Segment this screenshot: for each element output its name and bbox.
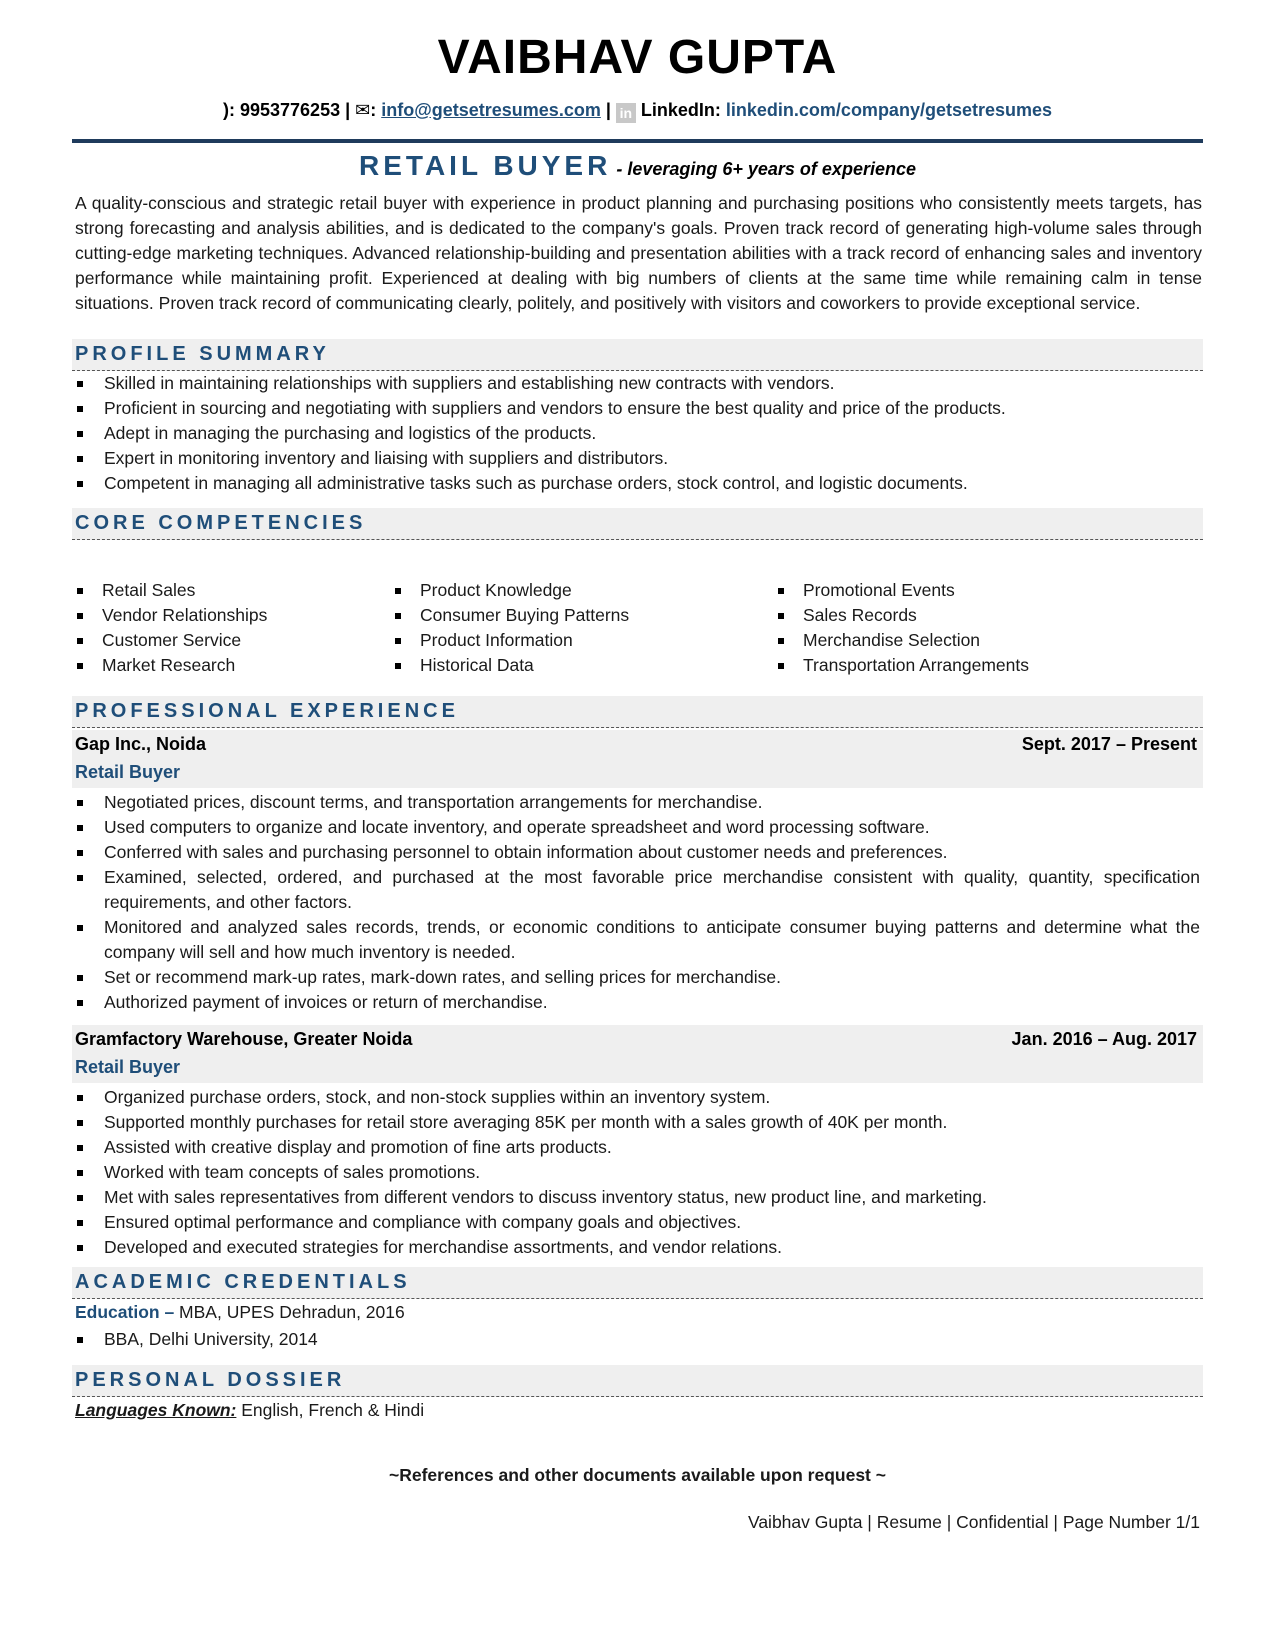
list-item: Examined, selected, ordered, and purchased at the most favorable price merchandise consistent with quality, quantity, specification requirements, and other factors.	[72, 865, 1203, 915]
list-item: Assisted with creative display and promotion of fine arts products.	[72, 1135, 1203, 1160]
header-divider	[72, 139, 1203, 143]
references-note: ~References and other documents available upon request ~	[389, 1465, 886, 1485]
languages-value: English, French & Hindi	[236, 1400, 425, 1420]
list-item: Sales Records	[773, 603, 1029, 628]
contact-separator: |	[600, 100, 616, 120]
section-title: PROFILE SUMMARY	[75, 343, 330, 365]
candidate-name: VAIBHAV GUPTA	[437, 31, 838, 84]
competencies-column-2	[390, 578, 629, 678]
linkedin-label: LinkedIn:	[640, 100, 726, 120]
list-item: Product Knowledge	[390, 578, 629, 603]
education-line	[75, 1302, 405, 1323]
role-heading	[72, 150, 1203, 182]
list-item: Met with sales representatives from different vendors to discuss inventory status, new product line, and marketing.	[72, 1185, 1203, 1210]
list-item: Developed and executed strategies for merchandise assortments, and vendor relations.	[72, 1235, 1203, 1260]
list-item: Transportation Arrangements	[773, 653, 1029, 678]
list-item: Product Information	[390, 628, 629, 653]
education-label: Education –	[75, 1302, 180, 1322]
job-company: Gramfactory Warehouse, Greater Noida	[75, 1029, 413, 1049]
list-item: Supported monthly purchases for retail store averaging 85K per month with a sales growth of 40K per month.	[72, 1110, 1203, 1135]
list-item: Proficient in sourcing and negotiating with suppliers and vendors to ensure the best quality and price of the products.	[72, 396, 1203, 421]
section-profile-summary	[72, 339, 1203, 371]
list-item: Ensured optimal performance and compliance with company goals and objectives.	[72, 1210, 1203, 1235]
list-item: Market Research	[72, 653, 267, 678]
section-title: CORE COMPETENCIES	[75, 512, 367, 534]
education-list	[72, 1327, 1203, 1352]
section-professional-experience	[72, 696, 1203, 728]
linkedin-icon: in	[616, 103, 636, 123]
section-title: PERSONAL DOSSIER	[75, 1369, 346, 1391]
email-icon: ✉:	[355, 100, 382, 120]
contact-separator: |	[340, 100, 356, 120]
list-item: Monitored and analyzed sales records, trends, or economic conditions to anticipate consumer buying patterns and determine what the company will sell and how much inventory is needed.	[72, 915, 1203, 965]
list-item: Retail Sales	[72, 578, 267, 603]
job-dates: Jan. 2016 – Aug. 2017	[1011, 1029, 1197, 1049]
job-duties-list	[72, 1085, 1203, 1260]
education-first: MBA, UPES Dehradun, 2016	[179, 1302, 405, 1322]
list-item: Adept in managing the purchasing and logistics of the products.	[72, 421, 1203, 446]
list-item: Vendor Relationships	[72, 603, 267, 628]
section-core-competencies	[72, 508, 1203, 540]
phone-number: 9953776253	[239, 100, 341, 120]
role-title: RETAIL BUYER	[359, 150, 612, 181]
job-header	[72, 1025, 1203, 1083]
phone-icon: ):	[222, 100, 240, 120]
page-footer: Vaibhav Gupta | Resume | Confidential | Page Number 1/1	[747, 1512, 1200, 1532]
list-item: Promotional Events	[773, 578, 1029, 603]
list-item: Negotiated prices, discount terms, and transportation arrangements for merchandise.	[72, 790, 1203, 815]
job-dates: Sept. 2017 – Present	[1021, 734, 1197, 754]
linkedin-link[interactable]: linkedin.com/company/getsetresumes	[725, 100, 1053, 120]
list-item: Customer Service	[72, 628, 267, 653]
job-duties-list	[72, 790, 1203, 1015]
summary-paragraph: A quality-conscious and strategic retail buyer with experience in product planning and purchasing positions who consistently meets targets, has strong forecasting and analysis abilities, and is dedicated to the company's goals. Proven track record of generating high-volume sales through cutting-edge marketing techniques. Advanced relationship-building and presentation abilities with a track record of enhancing sales and inventory performance while maintaining profit. Experienced at dealing with big numbers of clients at the same time while remaining calm in tense situations. Proven track record of communicating clearly, politely, and positively with visitors and coworkers to provide exceptional service.	[75, 193, 1202, 313]
list-item: Conferred with sales and purchasing personnel to obtain information about customer needs and preferences.	[72, 840, 1203, 865]
competencies-column-1	[72, 578, 267, 678]
section-academic-credentials	[72, 1267, 1203, 1299]
job-title: Retail Buyer	[75, 762, 181, 782]
list-item: Used computers to organize and locate inventory, and operate spreadsheet and word processing software.	[72, 815, 1203, 840]
profile-summary-list	[72, 371, 1203, 496]
role-subtitle: - leveraging 6+ years of experience	[611, 159, 916, 179]
list-item: Expert in monitoring inventory and liaising with suppliers and distributors.	[72, 446, 1203, 471]
list-item: Competent in managing all administrative tasks such as purchase orders, stock control, and logistic documents.	[72, 471, 1203, 496]
contact-line	[72, 100, 1203, 123]
list-item: Skilled in maintaining relationships with suppliers and establishing new contracts with vendors.	[72, 371, 1203, 396]
section-title: PROFESSIONAL EXPERIENCE	[75, 700, 459, 722]
job-header	[72, 730, 1203, 788]
email-link[interactable]: info@getsetresumes.com	[381, 100, 601, 120]
job-title: Retail Buyer	[75, 1057, 181, 1077]
job-company: Gap Inc., Noida	[75, 734, 207, 754]
section-personal-dossier	[72, 1365, 1203, 1397]
languages-line	[75, 1400, 424, 1421]
list-item: Historical Data	[390, 653, 629, 678]
list-item: Organized purchase orders, stock, and non-stock supplies within an inventory system.	[72, 1085, 1203, 1110]
list-item: Authorized payment of invoices or return of merchandise.	[72, 990, 1203, 1015]
competencies-column-3	[773, 578, 1029, 678]
list-item: Consumer Buying Patterns	[390, 603, 629, 628]
list-item: Set or recommend mark-up rates, mark-down rates, and selling prices for merchandise.	[72, 965, 1203, 990]
section-title: ACADEMIC CREDENTIALS	[75, 1271, 411, 1293]
languages-label: Languages Known:	[75, 1400, 237, 1420]
list-item: Worked with team concepts of sales promotions.	[72, 1160, 1203, 1185]
list-item: BBA, Delhi University, 2014	[72, 1327, 1203, 1352]
list-item: Merchandise Selection	[773, 628, 1029, 653]
